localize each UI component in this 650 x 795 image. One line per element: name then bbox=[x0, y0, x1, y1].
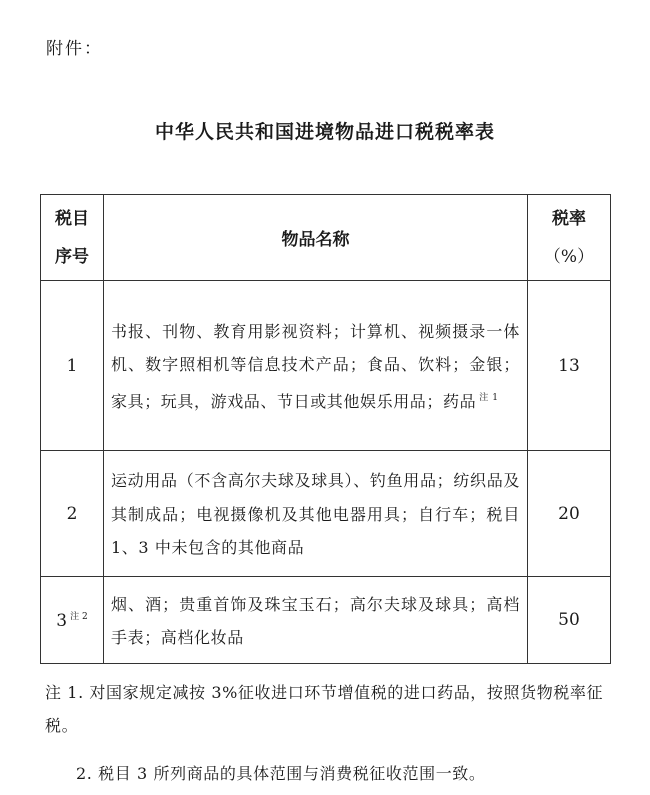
attachment-label: 附件： bbox=[46, 39, 103, 59]
note-2: 2. 税目 3 所列商品的具体范围与消费税征收范围一致。 bbox=[76, 764, 486, 783]
header-tax-rate: 税率 （%） bbox=[528, 195, 611, 281]
goods-name-cell: 书报、刊物、教育用影视资料；计算机、视频摄录一体机、数字照相机等信息技术产品；食品、饮料；金银；家具；玩具，游戏品、节日或其他娱乐用品；药品 $^{注 1}$ bbox=[104, 281, 528, 451]
table-header-row bbox=[41, 195, 611, 281]
item-number-cell: 3 $^{注 2}$ bbox=[41, 577, 104, 664]
notes-section bbox=[45, 676, 610, 790]
footnote-marker: 注 2 bbox=[70, 612, 88, 622]
tax-rate-table bbox=[40, 194, 611, 664]
table-row bbox=[41, 451, 611, 577]
tax-rate-cell: 13 bbox=[528, 281, 611, 451]
item-number-cell: 1 bbox=[41, 281, 104, 451]
tax-rate-cell: 20 bbox=[528, 451, 611, 577]
table-row bbox=[41, 281, 611, 451]
item-number-cell: 2 bbox=[41, 451, 104, 577]
note-1: 注 1. 对国家规定减按 3%征收进口环节增值税的进口药品，按照货物税率征税。 bbox=[45, 683, 604, 735]
document-title: 中华人民共和国进境物品进口税税率表 bbox=[154, 121, 495, 143]
header-goods-name: 物品名称 bbox=[104, 195, 528, 281]
tax-rate-cell: 50 bbox=[528, 577, 611, 664]
table-row bbox=[41, 577, 611, 664]
header-item-number: 税目 序号 bbox=[41, 195, 104, 281]
footnote-marker: 注 1 bbox=[479, 392, 499, 403]
goods-name-cell: 运动用品（不含高尔夫球及球具）、钓鱼用品；纺织品及其制成品；电视摄像机及其他电器用具；自行车；税目 1、3 中未包含的其他商品 bbox=[104, 451, 528, 577]
goods-name-cell: 烟、酒；贵重首饰及珠宝玉石；高尔夫球及球具；高档手表；高档化妆品 bbox=[104, 577, 528, 664]
